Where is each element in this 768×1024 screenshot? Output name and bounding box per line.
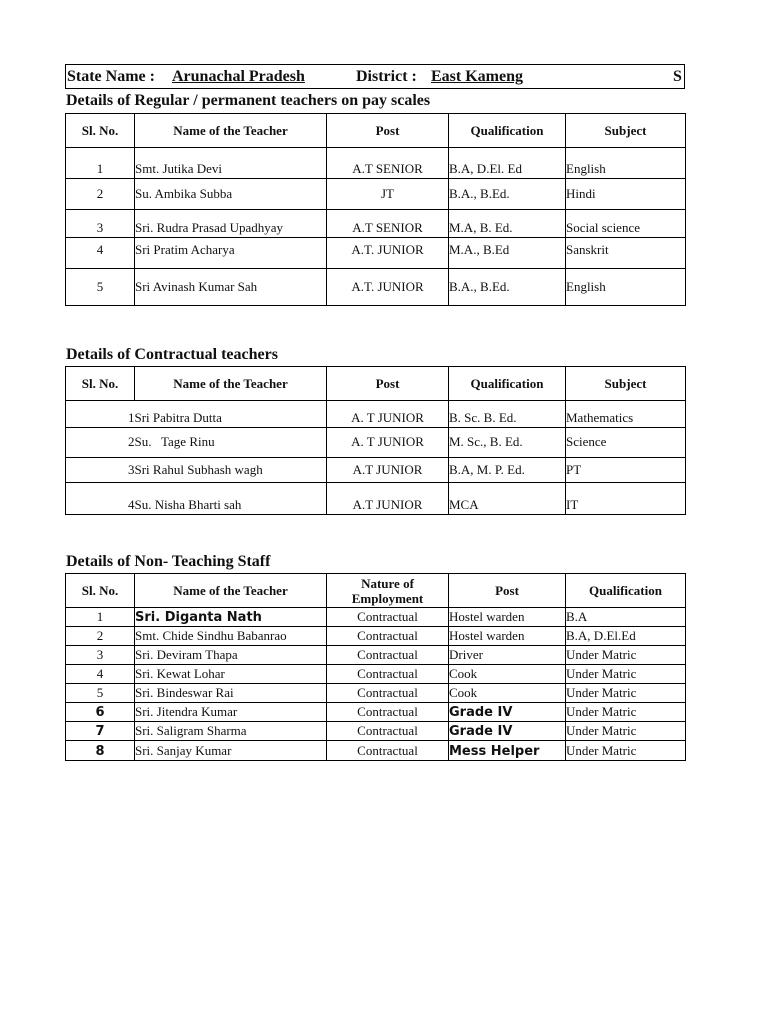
cell-name: Smt. Jutika Devi [135,148,327,179]
col-name: Name of the Teacher [135,574,327,608]
cell-post: A.T. JUNIOR [327,238,449,269]
state-label: State Name : [67,68,155,85]
col-slno: Sl. No. [66,574,135,608]
table-row [66,684,686,703]
cell-subject: Social science [566,210,686,238]
cell-qualification: Under Matric [566,741,686,761]
cell-slno: 1 [66,148,135,179]
cell-post: Hostel warden [449,627,566,646]
col-name: Name of the Teacher [135,367,327,401]
cell-employment: Contractual [327,722,449,741]
table-row [66,238,686,269]
cell-subject: Sanskrit [566,238,686,269]
cell-employment: Contractual [327,627,449,646]
cell-name: Smt. Chide Sindhu Babanrao [135,627,327,646]
table-row [66,627,686,646]
cell-employment: Contractual [327,608,449,627]
table-row [66,741,686,761]
cell-slno: 3 [66,646,135,665]
cell-name: Sri. Deviram Thapa [135,646,327,665]
table-row [66,148,686,179]
cell-name: Su. Nisha Bharti sah [135,483,327,515]
cell-qualification: Under Matric [566,665,686,684]
cell-qualification: M.A, B. Ed. [449,210,566,238]
cell-qualification: Under Matric [566,646,686,665]
cell-qualification: B.A, D.El.Ed [566,627,686,646]
district-label: District : [356,68,417,85]
cell-post: A.T. JUNIOR [327,269,449,306]
cell-subject: English [566,148,686,179]
state-district-header [65,64,685,89]
col-post: Post [449,574,566,608]
cell-post: Cook [449,665,566,684]
table-header-row [66,574,686,608]
cell-qualification: Under Matric [566,722,686,741]
cell-name: Sri Avinash Kumar Sah [135,269,327,306]
cell-slno: 5 [66,269,135,306]
cell-subject: Hindi [566,179,686,210]
cell-name: Sri. Sanjay Kumar [135,741,327,761]
regular-teachers-table [65,113,686,306]
cell-slno: 1 [66,608,135,627]
cell-slno: 2 [66,428,135,458]
cell-name: Sri. Diganta Nath [135,608,327,627]
cell-qualification: B.A [566,608,686,627]
cell-name: Sri. Jitendra Kumar [135,703,327,722]
cell-slno: 1 [66,401,135,428]
regular-teachers-title: Details of Regular / permanent teachers on pay scales [66,92,431,109]
cell-name: Sri. Saligram Sharma [135,722,327,741]
cell-name: Sri. Bindeswar Rai [135,684,327,703]
cell-post: Driver [449,646,566,665]
col-slno: Sl. No. [66,114,135,148]
col-post: Post [327,114,449,148]
cell-qualification: M. Sc., B. Ed. [449,428,566,458]
cell-qualification: Under Matric [566,684,686,703]
cell-post: A. T JUNIOR [327,428,449,458]
cell-name: Sri Rahul Subhash wagh [135,458,327,483]
cell-name: Sri Pabitra Dutta [135,401,327,428]
cell-slno: 4 [66,665,135,684]
cell-qualification: M.A., B.Ed [449,238,566,269]
cell-qualification: MCA [449,483,566,515]
cell-qualification: B.A., B.Ed. [449,269,566,306]
cell-slno: 5 [66,684,135,703]
col-qualification: Qualification [566,574,686,608]
cell-post: A. T JUNIOR [327,401,449,428]
col-subject: Subject [566,367,686,401]
cell-slno: 3 [66,458,135,483]
table-row [66,179,686,210]
state-value: Arunachal Pradesh [172,68,305,85]
cell-name: Su. Ambika Subba [135,179,327,210]
cell-post: A.T SENIOR [327,210,449,238]
col-name: Name of the Teacher [135,114,327,148]
col-qualification: Qualification [449,367,566,401]
table-row [66,269,686,306]
cell-post: A.T JUNIOR [327,483,449,515]
col-nature-of-employment: Nature of Employment [327,574,449,608]
cell-employment: Contractual [327,741,449,761]
col-subject: Subject [566,114,686,148]
col-post: Post [327,367,449,401]
cell-employment: Contractual [327,665,449,684]
cell-post: Hostel warden [449,608,566,627]
cell-qualification: B. Sc. B. Ed. [449,401,566,428]
cell-subject: Science [566,428,686,458]
cell-post: Mess Helper [449,741,566,761]
cell-name: Sri Pratim Acharya [135,238,327,269]
table-row [66,703,686,722]
cell-post: Grade IV [449,703,566,722]
col-slno: Sl. No. [66,367,135,401]
table-header-row [66,367,686,401]
cell-post: A.T SENIOR [327,148,449,179]
cell-post: A.T JUNIOR [327,458,449,483]
table-row [66,210,686,238]
cell-post: Grade IV [449,722,566,741]
cell-employment: Contractual [327,703,449,722]
cell-name: Su. Tage Rinu [135,428,327,458]
cell-slno: 8 [66,741,135,761]
cell-post: Cook [449,684,566,703]
cell-employment: Contractual [327,646,449,665]
table-row [66,458,686,483]
cell-subject: English [566,269,686,306]
table-row [66,608,686,627]
table-row [66,665,686,684]
cell-employment: Contractual [327,684,449,703]
cell-name: Sri. Kewat Lohar [135,665,327,684]
cell-slno: 4 [66,238,135,269]
cell-subject: PT [566,458,686,483]
non-teaching-staff-table [65,573,686,761]
cell-qualification: B.A, M. P. Ed. [449,458,566,483]
cell-slno: 2 [66,179,135,210]
cell-slno: 3 [66,210,135,238]
cell-qualification: Under Matric [566,703,686,722]
contractual-teachers-title: Details of Contractual teachers [66,346,278,363]
table-row [66,722,686,741]
table-header-row [66,114,686,148]
cell-qualification: B.A., B.Ed. [449,179,566,210]
cell-post: JT [327,179,449,210]
contractual-teachers-table [65,366,686,515]
cell-name: Sri. Rudra Prasad Upadhyay [135,210,327,238]
table-row [66,646,686,665]
table-row [66,428,686,458]
cell-slno: 7 [66,722,135,741]
table-row [66,401,686,428]
cell-subject: Mathematics [566,401,686,428]
district-value: East Kameng [431,68,523,85]
col-qualification: Qualification [449,114,566,148]
cell-slno: 4 [66,483,135,515]
table-row [66,483,686,515]
cell-slno: 2 [66,627,135,646]
non-teaching-staff-title: Details of Non- Teaching Staff [66,553,271,570]
header-cut-text: S [673,68,682,85]
cell-subject: IT [566,483,686,515]
cell-qualification: B.A, D.El. Ed [449,148,566,179]
cell-slno: 6 [66,703,135,722]
